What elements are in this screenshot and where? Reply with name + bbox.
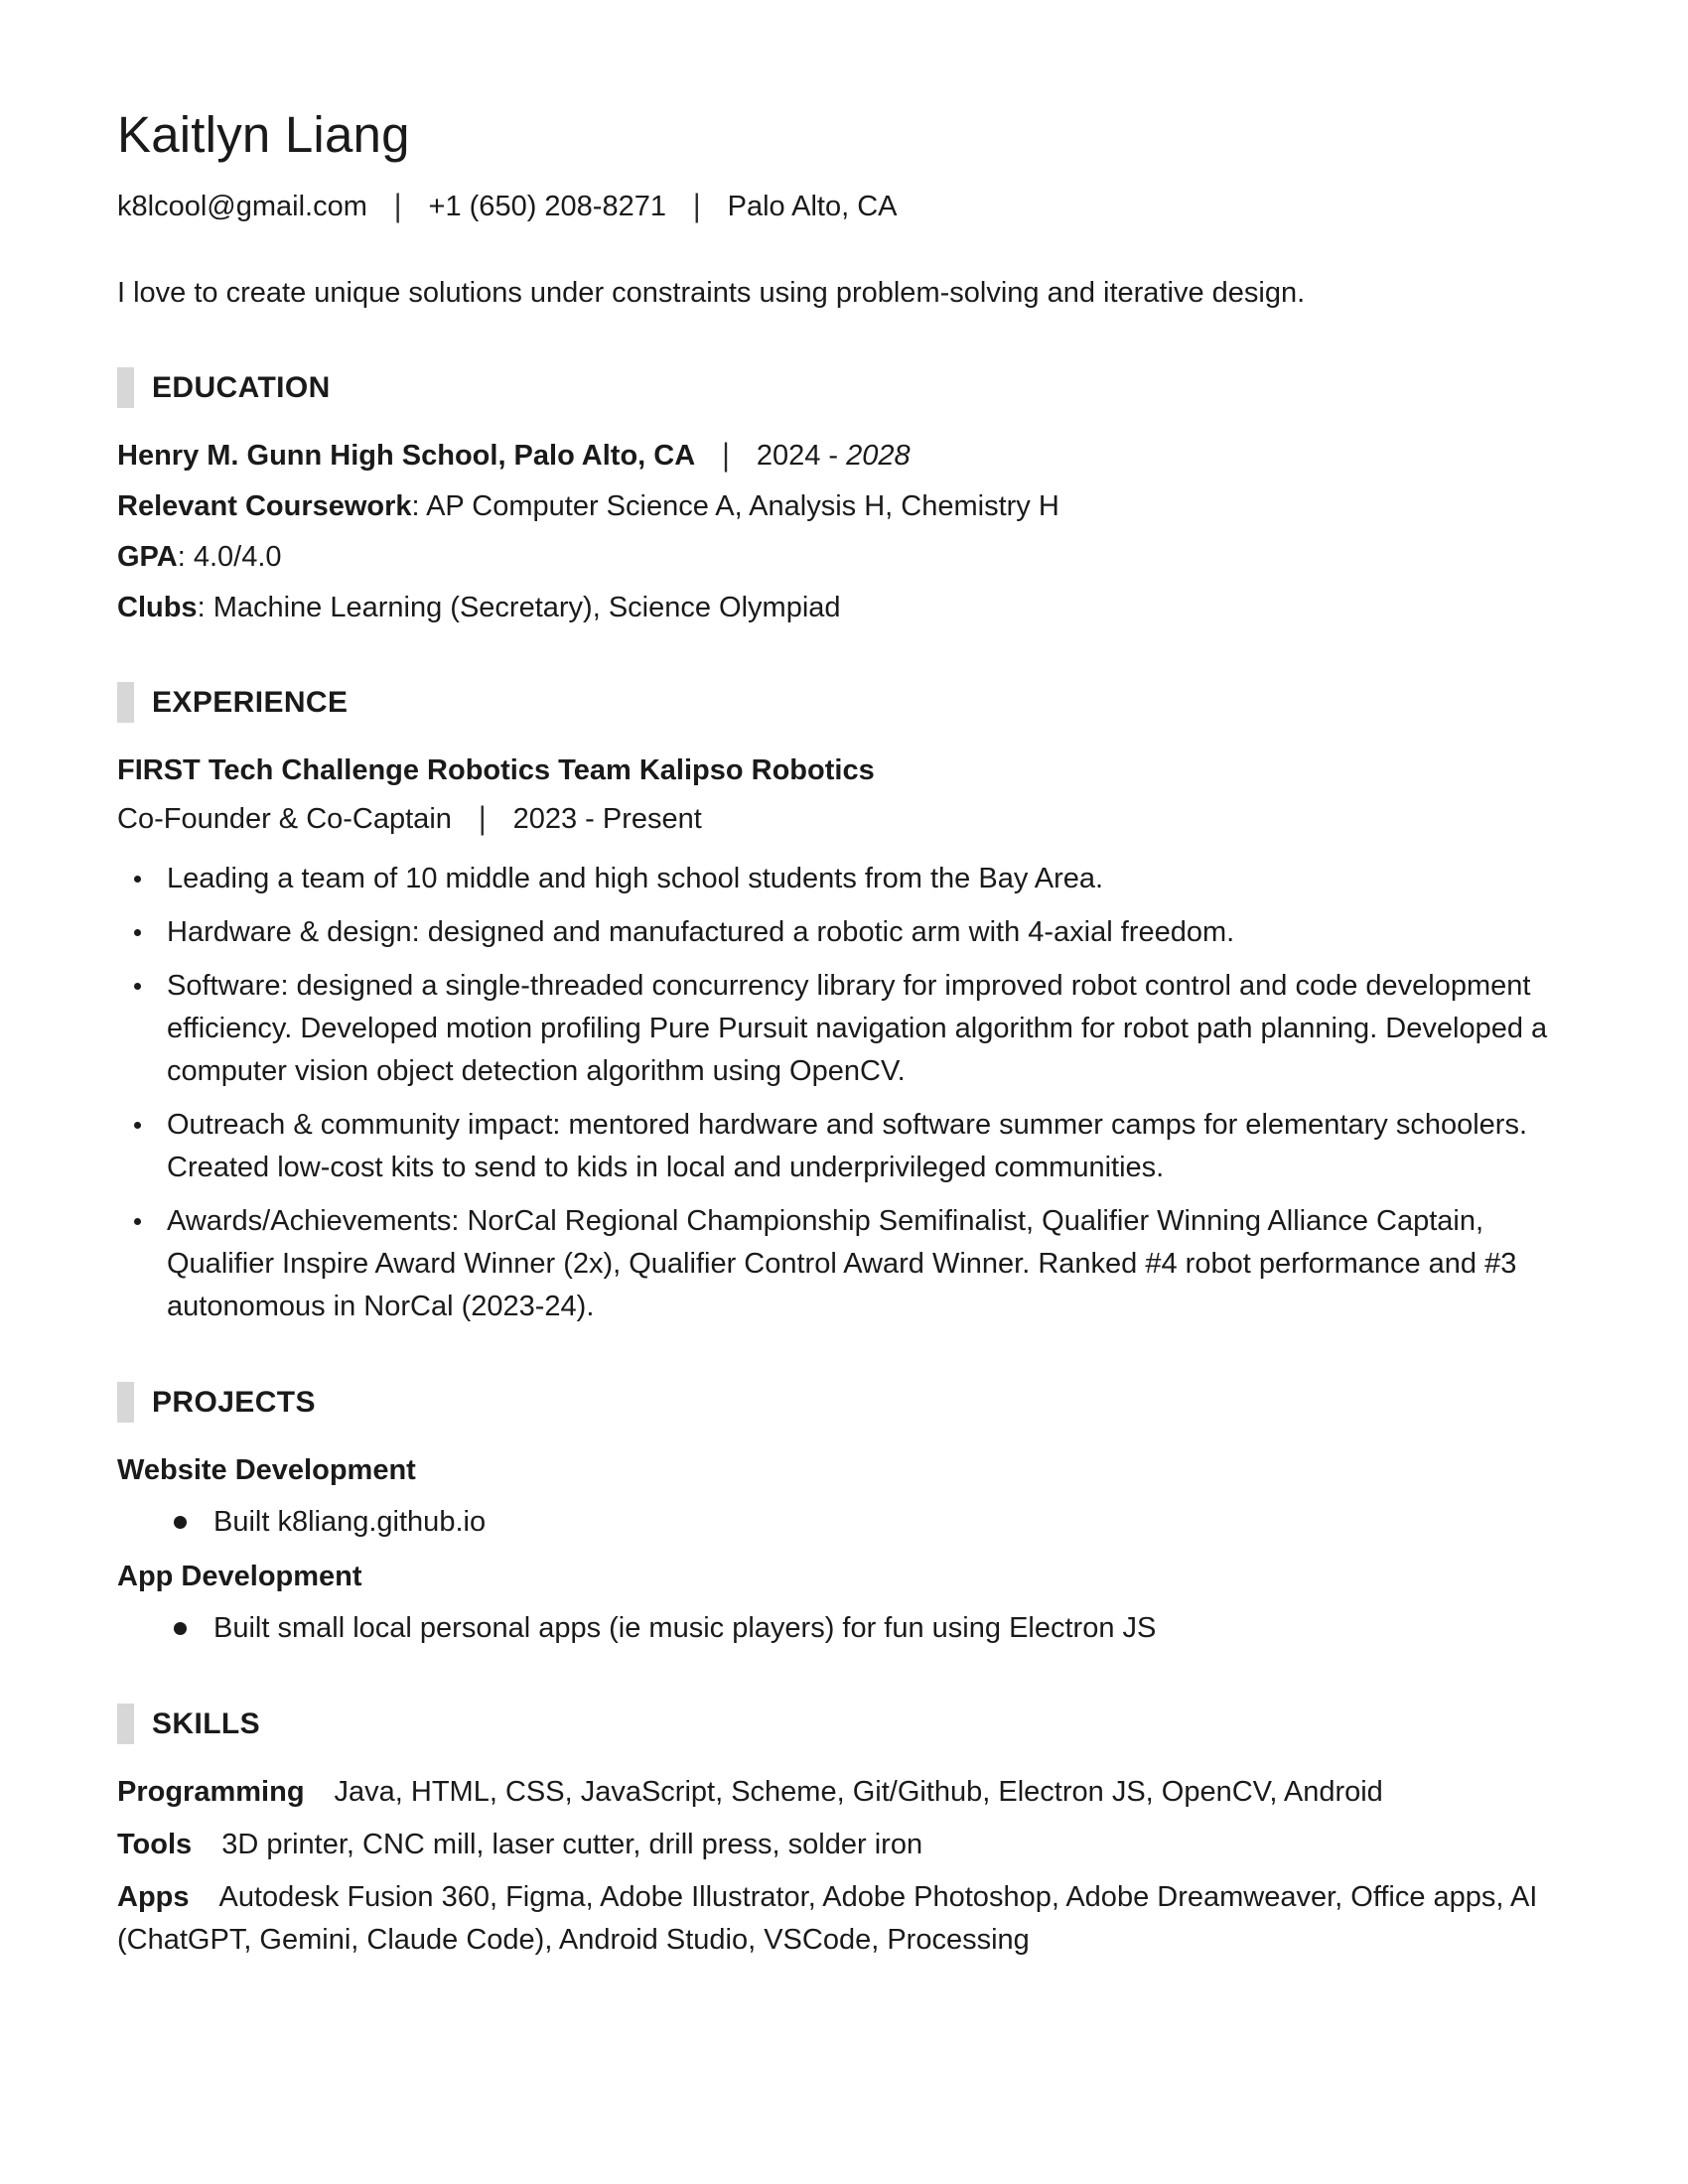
skill-row-programming	[117, 1771, 1571, 1814]
experience-role: Co-Founder & Co-Captain	[117, 803, 452, 836]
experience-role-line	[117, 798, 1571, 840]
school-name: Henry M. Gunn High School, Palo Alto, CA	[117, 440, 696, 473]
colon: :	[177, 541, 186, 574]
section-bar	[117, 367, 134, 408]
coursework-label: Relevant Coursework	[117, 490, 412, 523]
education-section-header	[117, 367, 1571, 408]
bullet-text: Outreach & community impact: mentored hardware and software summer camps for elementary schoolers. Created low-cost kits to send to kids in local and underprivileged communities.	[167, 1109, 1527, 1184]
bullet-text: Software: designed a single-threaded concurrency library for improved robot control and code development efficiency. Developed motion profiling Pure Pursuit navigation algorithm for robot path planning. Developed a computer vision object detection algorithm using OpenCV.	[167, 970, 1548, 1088]
skill-value: Java, HTML, CSS, JavaScript, Scheme, Git/Github, Electron JS, OpenCV, Android	[334, 1776, 1383, 1809]
bullet-text: Built small local personal apps (ie music players) for fun using Electron JS	[213, 1612, 1157, 1645]
location-text: Palo Alto, CA	[727, 191, 898, 223]
email-text: k8lcool@gmail.com	[117, 191, 367, 223]
section-bar	[117, 1382, 134, 1423]
projects-section-header	[117, 1382, 1571, 1423]
phone-text: +1 (650) 208-8271	[428, 191, 666, 223]
education-dates-start: 2024 -	[756, 440, 839, 473]
education-section-title: EDUCATION	[152, 370, 331, 404]
bullet-text: Hardware & design: designed and manufactured a robotic arm with 4-axial freedom.	[167, 916, 1235, 949]
pipe-separator: |	[722, 438, 730, 475]
project-bullet	[117, 1607, 1571, 1650]
experience-bullet	[117, 965, 1571, 1093]
education-clubs-line	[117, 587, 1571, 628]
skills-section-header	[117, 1704, 1571, 1744]
colon: :	[411, 490, 420, 523]
colon: :	[197, 592, 206, 624]
section-education	[117, 367, 1571, 628]
gpa-label: GPA	[117, 541, 178, 574]
education-gpa-line	[117, 536, 1571, 578]
pipe-separator: |	[693, 189, 701, 225]
education-dates-end: 2028	[846, 440, 911, 473]
section-experience	[117, 682, 1571, 1328]
experience-bullet	[117, 858, 1571, 900]
experience-bullet-list	[117, 858, 1571, 1328]
section-bar	[117, 1704, 134, 1744]
section-bar	[117, 682, 134, 723]
section-projects	[117, 1382, 1571, 1650]
skill-value: 3D printer, CNC mill, laser cutter, drill press, solder iron	[221, 1829, 923, 1861]
project-name: Website Development	[117, 1454, 416, 1487]
project-bullet-list	[117, 1607, 1571, 1650]
experience-bullet	[117, 911, 1571, 954]
skill-row-apps	[117, 1876, 1571, 1962]
coursework-value: AP Computer Science A, Analysis H, Chemistry H	[426, 490, 1059, 523]
skill-label: Apps	[117, 1881, 190, 1914]
section-skills	[117, 1704, 1571, 1962]
bullet-text: Leading a team of 10 middle and high school students from the Bay Area.	[167, 863, 1104, 895]
projects-section-title: PROJECTS	[152, 1385, 316, 1419]
clubs-label: Clubs	[117, 592, 198, 624]
clubs-value: Machine Learning (Secretary), Science Olympiad	[212, 592, 841, 624]
project-bullet	[117, 1501, 1571, 1544]
experience-org: FIRST Tech Challenge Robotics Team Kalipso Robotics	[117, 754, 875, 787]
pipe-separator: |	[478, 801, 487, 838]
skill-label: Tools	[117, 1829, 193, 1861]
education-coursework-line	[117, 485, 1571, 527]
experience-dates: 2023 - Present	[512, 803, 702, 836]
skill-row-tools	[117, 1824, 1571, 1866]
experience-section-title: EXPERIENCE	[152, 685, 349, 719]
contact-line	[117, 187, 1571, 226]
bullet-text: Built k8liang.github.io	[213, 1506, 487, 1539]
education-school-line	[117, 435, 1571, 477]
project-bullet-list	[117, 1501, 1571, 1544]
experience-section-header	[117, 682, 1571, 723]
pipe-separator: |	[393, 189, 402, 225]
skill-value: Autodesk Fusion 360, Figma, Adobe Illustrator, Adobe Photoshop, Adobe Dreamweaver, Office apps, AI (ChatGPT, Gemini, Claude Code), Android Studio, VSCode, Processing	[117, 1881, 1538, 1957]
tagline: I love to create unique solutions under constraints using problem-solving and iterative design.	[117, 277, 1306, 310]
person-name: Kaitlyn Liang	[117, 106, 410, 163]
skill-label: Programming	[117, 1776, 305, 1809]
gpa-value: 4.0/4.0	[193, 541, 282, 574]
bullet-text: Awards/Achievements: NorCal Regional Championship Semifinalist, Qualifier Winning Alliance Captain, Qualifier Inspire Award Winner (2x), Qualifier Control Award Winner. Ranked #4 robot performance and #3 autonomous in NorCal (2023-24).	[167, 1205, 1517, 1323]
skills-section-title: SKILLS	[152, 1706, 261, 1740]
experience-bullet	[117, 1200, 1571, 1328]
experience-bullet	[117, 1104, 1571, 1189]
project-name: App Development	[117, 1561, 362, 1593]
